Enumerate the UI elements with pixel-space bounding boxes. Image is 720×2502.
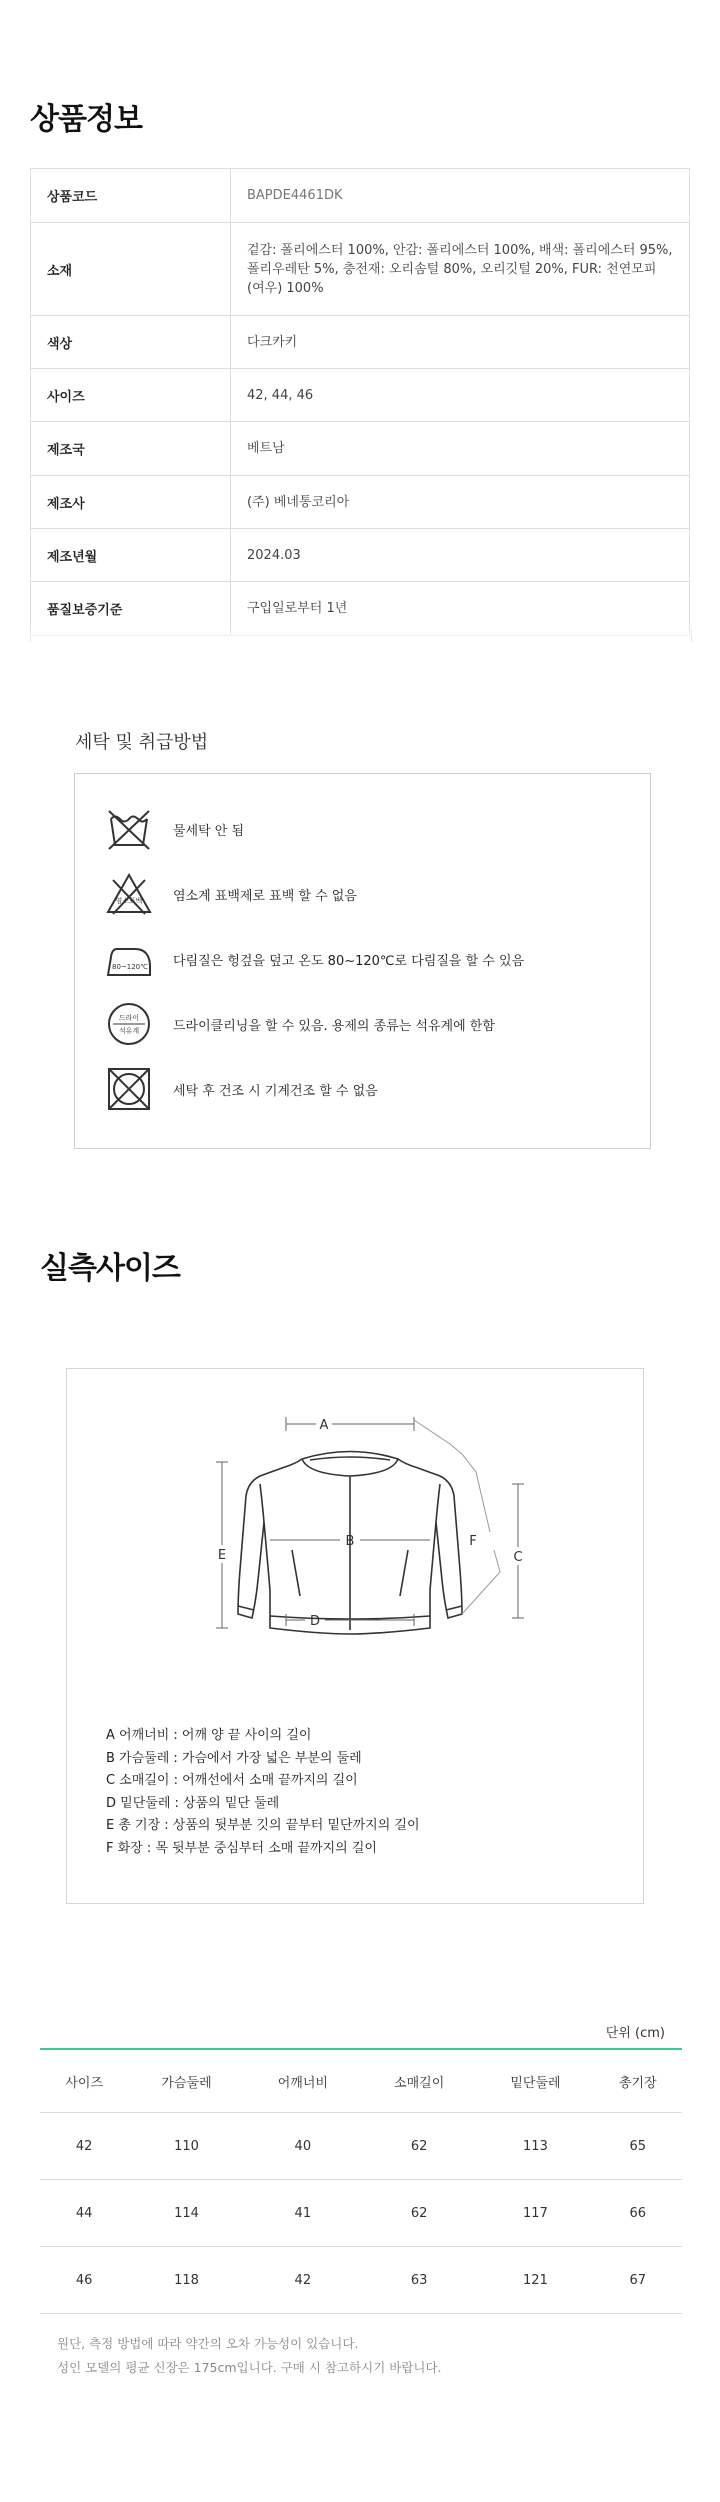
table-cell: 41 xyxy=(245,2180,361,2247)
table-cell: 114 xyxy=(128,2180,244,2247)
info-value: BAPDE4461DK xyxy=(231,169,690,223)
iron-icon xyxy=(105,935,153,983)
no-tumble-dry-icon xyxy=(105,1065,153,1113)
desc-a: A 어깨너비 : 어깨 양 끝 사이의 길이 xyxy=(106,1728,312,1743)
jacket-diagram xyxy=(200,1400,540,1700)
info-label: 소재 xyxy=(31,223,231,316)
table-cell: 44 xyxy=(40,2180,128,2247)
info-value: 구입일로부터 1년 xyxy=(231,582,690,636)
no-wash-icon xyxy=(105,805,153,853)
dry-clean-icon-text-bottom: 석유계 xyxy=(118,1027,140,1035)
info-label: 색상 xyxy=(31,316,231,369)
info-value: 42, 44, 46 xyxy=(231,369,690,422)
desc-b: B 가슴둘레 : 가슴에서 가장 넓은 부분의 둘레 xyxy=(106,1750,362,1766)
table-cell: 46 xyxy=(40,2247,128,2314)
table-cell: 42 xyxy=(40,2113,128,2180)
dry-clean-icon-text-top: 드라이 xyxy=(118,1014,140,1022)
size-table xyxy=(40,2048,682,2314)
desc-f: F 화장 : 목 뒷부분 중심부터 소매 끝까지의 길이 xyxy=(106,1840,377,1856)
table-cell: 65 xyxy=(594,2113,682,2180)
info-row-warranty xyxy=(31,582,690,636)
table-row xyxy=(40,2113,682,2180)
care-item-iron xyxy=(105,934,524,984)
header-cell: 밑단둘레 xyxy=(477,2049,593,2113)
info-row-date xyxy=(31,529,690,582)
dry-clean-icon xyxy=(105,1000,153,1048)
desc-c: C 소매길이 : 어깨선에서 소매 끝까지의 길이 xyxy=(106,1773,358,1788)
info-label: 품질보증기준 xyxy=(31,582,231,636)
note-text: 성인 모델의 평균 신장은 175cm입니다. 구매 시 참고하시기 바랍니다. xyxy=(57,2360,442,2375)
table-row xyxy=(40,2247,682,2314)
info-label: 상품코드 xyxy=(31,169,231,223)
info-row-country xyxy=(31,422,690,476)
info-row-color xyxy=(31,316,690,369)
care-box xyxy=(74,773,651,1149)
info-value: 베트남 xyxy=(231,422,690,476)
table-cell: 66 xyxy=(594,2180,682,2247)
table-fade xyxy=(30,630,692,642)
table-row xyxy=(40,2180,682,2247)
table-cell: 40 xyxy=(245,2113,361,2180)
table-cell: 121 xyxy=(477,2247,593,2314)
info-value: 겉감: 폴리에스터 100%, 안감: 폴리에스터 100%, 배색: 폴리에스터 95%, 폴리우레탄 5%, 충전재: 오리솜털 80%, 오리깃털 20%, FUR: 천연모피(여우) 100% xyxy=(231,223,690,316)
product-info-table xyxy=(30,168,690,636)
label-a: A xyxy=(319,1418,329,1433)
info-row-code xyxy=(31,169,690,223)
label-c: C xyxy=(513,1550,523,1565)
table-cell: 118 xyxy=(128,2247,244,2314)
table-cell: 110 xyxy=(128,2113,244,2180)
desc-d: D 밑단둘레 : 상품의 밑단 둘레 xyxy=(106,1795,280,1811)
info-value: (주) 베네통코리아 xyxy=(231,476,690,529)
care-item-no-tumble-dry xyxy=(105,1064,378,1114)
info-row-maker xyxy=(31,476,690,529)
info-label: 제조국 xyxy=(31,422,231,476)
label-e: E xyxy=(217,1548,227,1563)
label-d: D xyxy=(309,1614,321,1629)
header-cell: 사이즈 xyxy=(40,2049,128,2113)
table-cell: 62 xyxy=(361,2180,477,2247)
care-item-no-bleach xyxy=(105,869,357,919)
table-cell: 67 xyxy=(594,2247,682,2314)
care-text: 세탁 후 건조 시 기계건조 할 수 없음 xyxy=(173,1083,378,1099)
size-notes xyxy=(57,2332,442,2380)
care-title: 세탁 및 취급방법 xyxy=(75,732,209,753)
table-cell: 63 xyxy=(361,2247,477,2314)
desc-e: E 총 기장 : 상품의 뒷부분 깃의 끝부터 밑단까지의 길이 xyxy=(106,1818,420,1833)
unit-label: 단위 (cm) xyxy=(605,2026,665,2041)
size-table-header xyxy=(40,2049,682,2113)
table-cell: 117 xyxy=(477,2180,593,2247)
info-row-size xyxy=(31,369,690,422)
info-label: 사이즈 xyxy=(31,369,231,422)
care-text: 다림질은 헝겊을 덮고 온도 80~120℃로 다림질을 할 수 있음 xyxy=(173,953,525,969)
header-cell: 소매길이 xyxy=(361,2049,477,2113)
info-value: 2024.03 xyxy=(231,529,690,582)
header-cell: 어깨너비 xyxy=(245,2049,361,2113)
care-text: 염소계 표백제로 표백 할 수 없음 xyxy=(173,888,357,904)
note-text: 원단, 측정 방법에 따라 약간의 오차 가능성이 있습니다. xyxy=(57,2336,359,2351)
table-cell: 62 xyxy=(361,2113,477,2180)
label-f: F xyxy=(469,1534,477,1549)
no-bleach-icon-text: 염소표백 xyxy=(115,897,143,905)
label-b: B xyxy=(345,1534,355,1549)
info-row-material xyxy=(31,223,690,316)
table-cell: 113 xyxy=(477,2113,593,2180)
table-cell: 42 xyxy=(245,2247,361,2314)
care-item-no-wash xyxy=(105,804,244,854)
care-item-dry-clean xyxy=(105,999,495,1049)
measurement-descriptions xyxy=(106,1725,420,1860)
care-text: 물세탁 안 됨 xyxy=(173,823,245,839)
measurement-title: 실측사이즈 xyxy=(40,1251,180,1286)
info-label: 제조년월 xyxy=(31,529,231,582)
info-label: 제조사 xyxy=(31,476,231,529)
info-value: 다크카키 xyxy=(231,316,690,369)
iron-icon-text: 80~120℃ xyxy=(112,963,148,971)
care-text: 드라이클리닝을 할 수 있음. 용제의 종류는 석유계에 한함 xyxy=(173,1018,495,1034)
header-cell: 가슴둘레 xyxy=(128,2049,244,2113)
no-bleach-icon xyxy=(105,870,153,918)
header-cell: 총기장 xyxy=(594,2049,682,2113)
product-info-title: 상품정보 xyxy=(30,102,142,137)
